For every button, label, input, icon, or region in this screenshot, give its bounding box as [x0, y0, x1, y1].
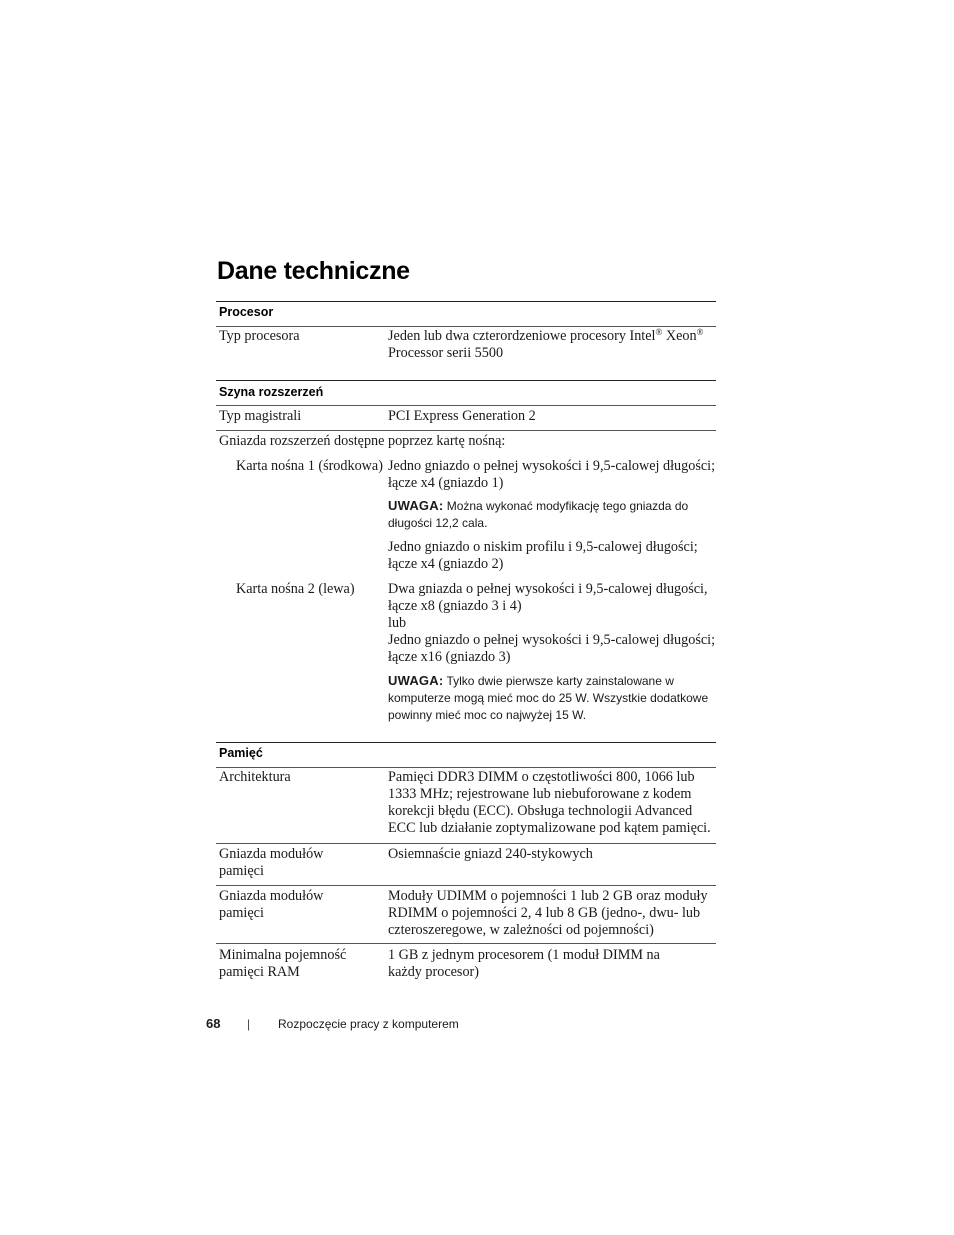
processor-type-line: Jeden lub dwa czterordzeniowe procesory Intel® Xeon® [388, 327, 704, 344]
riser2-slots: Dwa gniazda o pełnej wysokości i 9,5-calowej długości, łącze x8 (gniazdo 3 i 4) lub Jedno gniazdo o pełnej wysokości i 9,5-calowej długości; łącze x16 (gniazdo 3) [388, 581, 716, 665]
riser2-note: UWAGA: Tylko dwie pierwsze karty zainstalowane w komputerze mogą mieć moc do 25 W. Wszystkie dodatkowe powinny mieć moc co najwyżej 15 W. [388, 673, 709, 722]
page-title: Dane techniczne [217, 257, 410, 285]
note-label: UWAGA: [388, 498, 444, 513]
section-heading-memory: Pamięć [219, 746, 263, 760]
bus-type-label: Typ magistrali [219, 408, 302, 424]
memory-row-label: Gniazda modułów pamięci [219, 888, 324, 921]
riser1-slot1: Jedno gniazdo o pełnej wysokości i 9,5-calowej długości; łącze x4 (gniazdo 1) [388, 458, 716, 491]
row-divider [216, 405, 716, 406]
slots-intro: Gniazda rozszerzeń dostępne poprzez kartę nośną: [219, 433, 506, 449]
row-divider [216, 767, 716, 768]
section-heading-processor: Procesor [219, 305, 274, 319]
section-divider [216, 301, 716, 302]
riser1-label: Karta nośna 1 (środkowa) [236, 458, 383, 474]
footer-separator: | [247, 1017, 251, 1031]
memory-row-value: Pamięci DDR3 DIMM o częstotliwości 800, 1066 lub 1333 MHz; rejestrowane lub niebuforowane z kodem korekcji błędu (ECC). Obsługa technologii Advanced ECC lub działanie zoptymalizowane pod kątem pamięci. [388, 769, 711, 836]
page-number: 68 [206, 1016, 221, 1031]
note-label: UWAGA: [388, 673, 444, 688]
section-heading-bus: Szyna rozszerzeń [219, 385, 324, 399]
row-divider [216, 943, 716, 944]
riser2-label: Karta nośna 2 (lewa) [236, 581, 355, 597]
row-divider [216, 885, 716, 886]
memory-row-value: 1 GB z jednym procesorem (1 moduł DIMM na każdy procesor) [388, 947, 660, 980]
riser1-slot2: Jedno gniazdo o niskim profilu i 9,5-calowej długości; łącze x4 (gniazdo 2) [388, 539, 698, 572]
riser1-note: UWAGA: Można wykonać modyfikację tego gniazda do długości 12,2 cala. [388, 498, 689, 530]
processor-type-line: Processor serii 5500 [388, 345, 504, 361]
row-divider [216, 843, 716, 844]
memory-row-label: Gniazda modułów pamięci [219, 846, 324, 879]
registered-mark: ® [655, 327, 663, 337]
memory-row-value: Osiemnaście gniazd 240-stykowych [388, 846, 593, 862]
processor-type-value [388, 328, 716, 362]
registered-mark: ® [696, 327, 704, 337]
memory-row-label: Minimalna pojemność pamięci RAM [219, 947, 347, 980]
memory-row-value: Moduły UDIMM o pojemności 1 lub 2 GB oraz moduły RDIMM o pojemności 2, 4 lub 8 GB (jedno-, dwu- lub czteroszeregowe, w zależności od pojemności) [388, 888, 708, 938]
bus-type-value: PCI Express Generation 2 [388, 408, 536, 424]
section-divider [216, 380, 716, 381]
row-divider [216, 326, 716, 327]
processor-type-label: Typ procesora [219, 328, 300, 344]
section-divider [216, 742, 716, 743]
footer-chapter: Rozpoczęcie pracy z komputerem [278, 1017, 459, 1031]
memory-row-label: Architektura [219, 769, 291, 785]
row-divider [216, 430, 716, 431]
